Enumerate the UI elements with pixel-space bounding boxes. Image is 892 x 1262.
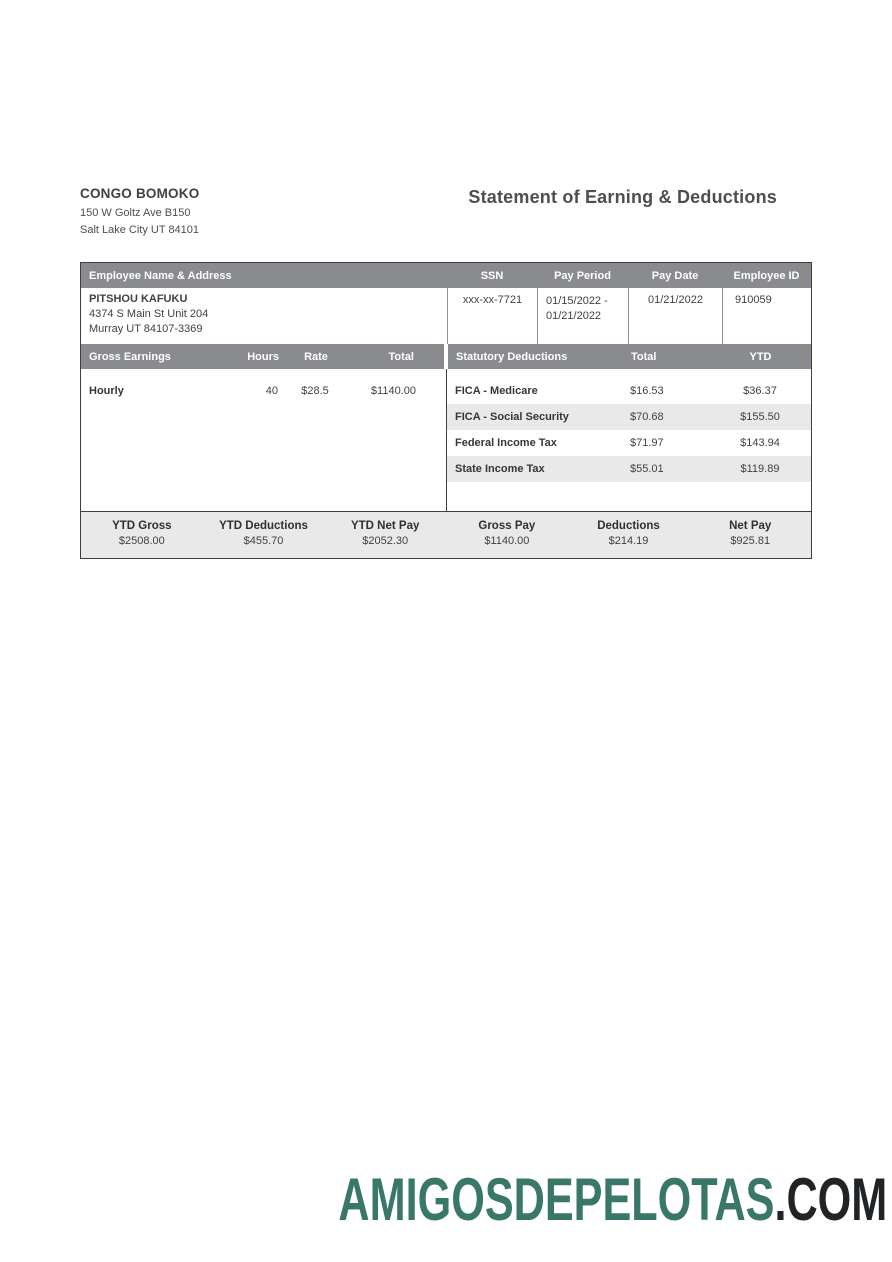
header-earnings-total: Total — [388, 350, 414, 363]
deduction-row-state-income-tax — [447, 456, 811, 482]
summary-value: $455.70 — [243, 535, 284, 547]
summary-label: YTD Deductions — [219, 520, 308, 532]
header-deductions-total: Total — [631, 350, 657, 363]
header-gross-earnings: Gross Earnings — [89, 350, 171, 363]
employee-address-line1: 4374 S Main St Unit 204 — [89, 308, 209, 320]
employee-name-address-cell — [81, 288, 447, 344]
summary-deductions — [568, 512, 690, 558]
employee-id: 910059 — [722, 288, 811, 344]
employee-pay-date: 01/21/2022 — [628, 288, 722, 344]
deduction-label: FICA - Medicare — [455, 385, 538, 397]
header-statutory-deductions: Statutory Deductions — [456, 350, 568, 363]
summary-row — [81, 511, 811, 558]
summary-value: $214.19 — [608, 535, 649, 547]
header-employee-id: Employee ID — [733, 269, 800, 282]
employee-address — [89, 307, 439, 337]
company-block — [80, 186, 199, 239]
earnings-deductions-body — [81, 369, 811, 511]
summary-gross-pay — [446, 512, 568, 558]
header-employee-name-address: Employee Name & Address — [89, 269, 232, 282]
deduction-ytd: $155.50 — [740, 411, 780, 423]
paystub-table — [80, 262, 812, 559]
company-address — [80, 205, 199, 239]
header-hours: Hours — [247, 350, 279, 363]
deduction-total: $55.01 — [630, 463, 664, 475]
deduction-ytd: $119.89 — [740, 463, 780, 475]
company-address-line2: Salt Lake City UT 84101 — [80, 224, 200, 236]
earnings-label: Hourly — [89, 385, 124, 397]
header-pay-period: Pay Period — [554, 269, 611, 282]
header-rate: Rate — [304, 350, 328, 363]
header-ssn: SSN — [480, 269, 504, 282]
deduction-row-federal-income-tax — [447, 430, 811, 456]
earnings-header — [81, 344, 444, 369]
employee-ssn: xxx-xx-7721 — [447, 288, 537, 344]
deduction-total: $16.53 — [630, 385, 664, 397]
deduction-ytd: $143.94 — [740, 437, 780, 449]
summary-ytd-deductions — [203, 512, 325, 558]
deduction-total: $70.68 — [630, 411, 664, 423]
deduction-label: Federal Income Tax — [455, 437, 557, 449]
summary-label: Deductions — [597, 520, 660, 532]
pay-period-line2: 01/21/2022 — [546, 310, 602, 322]
summary-net-pay — [689, 512, 811, 558]
employee-name: PITSHOU KAFUKU — [89, 293, 188, 305]
deduction-total: $71.97 — [630, 437, 664, 449]
watermark-tld: .COM — [774, 1166, 887, 1233]
summary-ytd-net-pay — [324, 512, 446, 558]
deduction-label: FICA - Social Security — [455, 411, 569, 423]
header-deductions-ytd: YTD — [749, 350, 772, 363]
document-title: Statement of Earning & Deductions — [468, 187, 777, 207]
header-pay-date: Pay Date — [651, 269, 699, 282]
summary-value: $2508.00 — [118, 535, 165, 547]
summary-value: $925.81 — [730, 535, 771, 547]
summary-value: $2052.30 — [362, 535, 409, 547]
site-watermark — [338, 1168, 887, 1232]
employee-data-row — [81, 288, 811, 344]
summary-label: Gross Pay — [478, 520, 536, 532]
earnings-hours: 40 — [265, 385, 278, 397]
pay-period-line1: 01/15/2022 - — [546, 295, 608, 307]
earnings-total: $1140.00 — [370, 385, 416, 397]
watermark-brand: AMIGOSDEPELOTAS — [338, 1166, 775, 1233]
summary-ytd-gross — [81, 512, 203, 558]
employee-pay-period — [537, 288, 628, 344]
earnings-row-hourly — [81, 378, 446, 404]
deductions-header — [448, 344, 811, 369]
employee-header-row — [81, 263, 811, 288]
summary-label: YTD Net Pay — [350, 520, 420, 532]
earnings-rate: $28.5 — [301, 385, 329, 397]
deduction-row-fica-social-security — [447, 404, 811, 430]
summary-label: Net Pay — [729, 520, 772, 532]
deduction-ytd: $36.37 — [743, 385, 777, 397]
summary-value: $1140.00 — [484, 535, 530, 547]
employee-address-line2: Murray UT 84107-3369 — [89, 323, 203, 335]
company-name: CONGO BOMOKO — [80, 186, 200, 201]
company-address-line1: 150 W Goltz Ave B150 — [80, 207, 191, 219]
earnings-section — [81, 369, 447, 511]
deductions-section — [447, 369, 811, 511]
deduction-label: State Income Tax — [455, 463, 545, 475]
deduction-row-fica-medicare — [447, 378, 811, 404]
summary-label: YTD Gross — [112, 520, 172, 532]
earnings-deductions-header-row — [81, 344, 811, 369]
